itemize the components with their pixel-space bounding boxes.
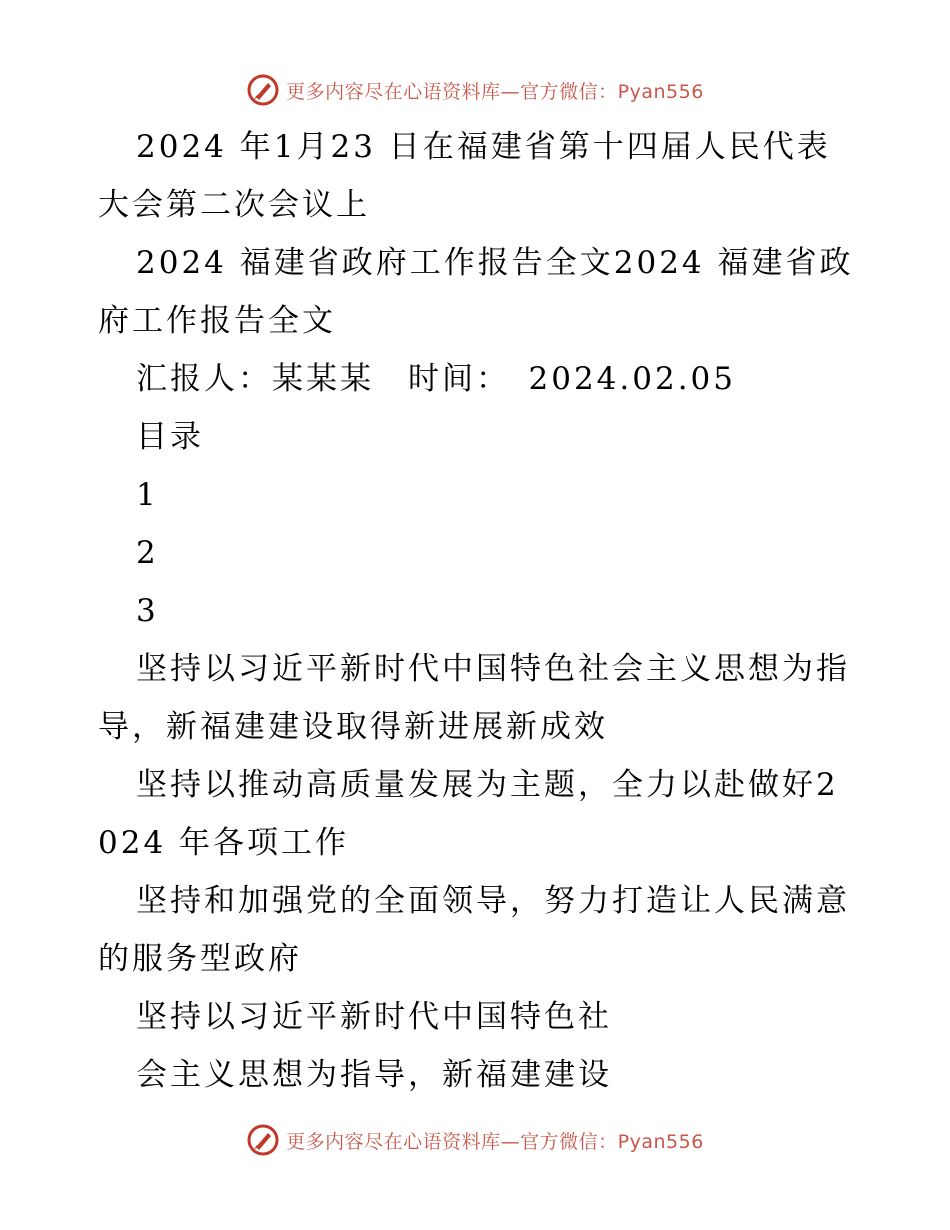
- pen-seal-icon: [246, 73, 280, 107]
- toc-item-2: 坚持以推动高质量发展为主题，全力以赴做好2024 年各项工作: [98, 767, 839, 861]
- section-heading-line-1: 坚持以习近平新时代中国特色社: [136, 999, 612, 1035]
- document-body: [98, 118, 858, 1104]
- watermark-text: 更多内容尽在心语资料库—官方微信：Pyan556: [286, 1130, 704, 1153]
- reporter-time: 汇报人：某某某 时间： 2024.02.05: [136, 361, 736, 397]
- toc-heading: 目录: [136, 419, 204, 455]
- toc-number-1: 1: [136, 477, 159, 513]
- meeting-line: 2024 年1月23 日在福建省第十四届人民代表大会第二次会议上: [98, 129, 831, 223]
- toc-number-3: 3: [136, 593, 159, 629]
- toc-item-1: 坚持以习近平新时代中国特色社会主义思想为指导，新福建建设取得新进展新成效: [98, 651, 850, 745]
- report-title: 2024 福建省政府工作报告全文2024 福建省政府工作报告全文: [98, 245, 854, 339]
- watermark-text: 更多内容尽在心语资料库—官方微信：Pyan556: [286, 80, 704, 103]
- pen-seal-icon: [246, 1123, 280, 1157]
- toc-item-3: 坚持和加强党的全面领导，努力打造让人民满意的服务型政府: [98, 883, 850, 977]
- header-watermark: [0, 70, 950, 110]
- toc-number-2: 2: [136, 535, 159, 571]
- footer-watermark: [0, 1120, 950, 1160]
- section-heading-line-2: 会主义思想为指导，新福建建设: [136, 1057, 612, 1093]
